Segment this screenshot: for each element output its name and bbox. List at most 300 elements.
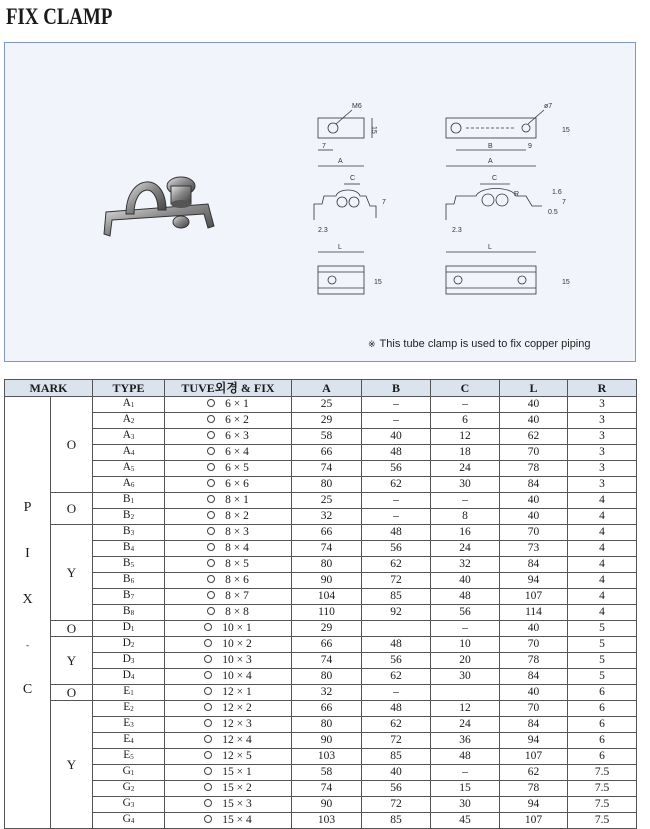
cell-r: 6	[568, 749, 637, 765]
cell-r: 5	[568, 653, 637, 669]
type-letter: B	[122, 493, 131, 505]
cell-tuve	[165, 413, 292, 429]
type-subscript: 4	[130, 817, 135, 825]
cell-l: 40	[500, 493, 568, 509]
cell-a: 74	[292, 781, 362, 797]
type-letter: A	[122, 445, 131, 457]
cell-r: 3	[568, 461, 637, 477]
cell-r: 4	[568, 557, 637, 573]
cell-b: 72	[362, 797, 431, 813]
cell-type	[93, 445, 165, 461]
table-row	[5, 397, 637, 413]
table-row	[5, 717, 637, 733]
group-label: O	[51, 621, 93, 637]
circle-icon	[207, 431, 215, 439]
mark-letter: P	[23, 500, 32, 515]
svg-text:15: 15	[562, 127, 570, 134]
svg-text:2.3: 2.3	[452, 227, 462, 234]
cell-a: 80	[292, 477, 362, 493]
type-letter: D	[122, 621, 131, 633]
type-letter: E	[123, 701, 131, 713]
type-subscript: 1	[130, 625, 135, 633]
cell-b: 62	[362, 477, 431, 493]
table-row	[5, 637, 637, 653]
tuve-value: 8 × 3	[225, 526, 249, 538]
cell-c: 18	[431, 445, 500, 461]
svg-text:7: 7	[382, 199, 386, 206]
cell-b: –	[362, 509, 431, 525]
cell-l: 62	[500, 765, 568, 781]
cell-b: 48	[362, 445, 431, 461]
cell-type	[93, 557, 165, 573]
cell-c: 56	[431, 605, 500, 621]
cell-r: 4	[568, 509, 637, 525]
table-header-row	[5, 380, 637, 397]
cell-type	[93, 637, 165, 653]
type-letter: G	[122, 813, 131, 825]
cell-r: 5	[568, 637, 637, 653]
cell-b: –	[362, 413, 431, 429]
cell-a: 80	[292, 669, 362, 685]
type-letter: E	[123, 733, 131, 745]
cell-a: 25	[292, 493, 362, 509]
type-letter: B	[122, 605, 131, 617]
bottom-view-left	[318, 244, 382, 294]
cell-l: 84	[500, 717, 568, 733]
cell-a: 90	[292, 733, 362, 749]
group-label: O	[51, 397, 93, 493]
table-row	[5, 813, 637, 829]
table-row	[5, 765, 637, 781]
cell-r: 4	[568, 493, 637, 509]
cell-tuve	[165, 509, 292, 525]
cell-l: 78	[500, 461, 568, 477]
cell-b: 48	[362, 701, 431, 717]
cell-l: 114	[500, 605, 568, 621]
cell-a: 66	[292, 445, 362, 461]
svg-text:L: L	[338, 244, 342, 251]
tuve-value: 8 × 7	[225, 590, 249, 602]
type-subscript: 7	[130, 593, 135, 601]
table-row	[5, 749, 637, 765]
circle-icon	[207, 591, 215, 599]
cell-tuve	[165, 461, 292, 477]
type-letter: G	[122, 781, 131, 793]
circle-icon	[204, 671, 212, 679]
table-row	[5, 621, 637, 637]
type-subscript: 8	[130, 609, 135, 617]
svg-text:C: C	[350, 175, 356, 182]
cell-b: 85	[362, 749, 431, 765]
circle-icon	[207, 607, 215, 615]
cell-c: 20	[431, 653, 500, 669]
tuve-value: 12 × 5	[222, 750, 252, 762]
cell-c: 10	[431, 637, 500, 653]
tuve-value: 15 × 2	[222, 782, 252, 794]
tuve-value: 6 × 1	[225, 398, 249, 410]
cell-c: 45	[431, 813, 500, 829]
circle-icon	[207, 511, 215, 519]
cell-c: 48	[431, 589, 500, 605]
svg-text:A: A	[338, 158, 343, 165]
tuve-value: 10 × 3	[222, 654, 252, 666]
table-row	[5, 589, 637, 605]
cell-l: 73	[500, 541, 568, 557]
cell-type	[93, 669, 165, 685]
cell-r: 6	[568, 733, 637, 749]
svg-text:9: 9	[528, 143, 532, 150]
circle-icon	[204, 751, 212, 759]
type-subscript: 4	[130, 737, 134, 745]
type-subscript: 4	[130, 545, 135, 553]
usage-note	[368, 338, 591, 350]
table-row	[5, 797, 637, 813]
clamp-photo	[96, 134, 226, 244]
cell-tuve	[165, 605, 292, 621]
spec-table	[4, 379, 637, 829]
cell-a: 104	[292, 589, 362, 605]
cell-a: 29	[292, 413, 362, 429]
cell-r: 6	[568, 685, 637, 701]
circle-icon	[204, 783, 212, 791]
cell-r: 4	[568, 589, 637, 605]
table-row	[5, 573, 637, 589]
table-row	[5, 685, 637, 701]
tuve-value: 6 × 5	[225, 462, 249, 474]
type-subscript: 1	[130, 769, 135, 777]
circle-icon	[207, 543, 215, 551]
cell-type	[93, 509, 165, 525]
cell-b: 40	[362, 429, 431, 445]
cell-type	[93, 765, 165, 781]
cell-a: 90	[292, 797, 362, 813]
cell-tuve	[165, 573, 292, 589]
cell-r: 6	[568, 717, 637, 733]
svg-text:15: 15	[370, 126, 377, 134]
cell-tuve	[165, 429, 292, 445]
header-r: R	[568, 380, 637, 397]
type-letter: D	[122, 637, 131, 649]
page-title: FIX CLAMP	[6, 4, 113, 29]
svg-text:0.5: 0.5	[548, 209, 558, 216]
cell-tuve	[165, 637, 292, 653]
svg-text:15: 15	[562, 279, 570, 286]
cell-c: 48	[431, 749, 500, 765]
cell-type	[93, 653, 165, 669]
cell-a: 80	[292, 557, 362, 573]
cell-b	[362, 621, 431, 637]
cell-l: 107	[500, 749, 568, 765]
cell-r: 4	[568, 573, 637, 589]
cell-a: 90	[292, 573, 362, 589]
table-row	[5, 781, 637, 797]
type-letter: B	[122, 541, 131, 553]
cell-c: 12	[431, 429, 500, 445]
mark-letter: I	[25, 546, 30, 561]
header-b: B	[362, 380, 431, 397]
cell-r: 6	[568, 701, 637, 717]
cell-c: –	[431, 493, 500, 509]
cell-type	[93, 813, 165, 829]
cell-r: 3	[568, 397, 637, 413]
cell-a: 25	[292, 397, 362, 413]
cell-type	[93, 493, 165, 509]
cell-l: 40	[500, 397, 568, 413]
circle-icon	[207, 479, 215, 487]
tuve-value: 12 × 1	[222, 686, 252, 698]
cell-l: 84	[500, 669, 568, 685]
tuve-value: 12 × 3	[222, 718, 252, 730]
cell-type	[93, 413, 165, 429]
circle-icon	[204, 639, 212, 647]
table-row	[5, 701, 637, 717]
cell-a: 103	[292, 813, 362, 829]
cell-b: –	[362, 685, 431, 701]
svg-text:ø7: ø7	[544, 103, 553, 110]
cell-type	[93, 429, 165, 445]
tuve-value: 6 × 3	[225, 430, 249, 442]
cell-l: 94	[500, 573, 568, 589]
cell-a: 74	[292, 461, 362, 477]
cell-r: 3	[568, 429, 637, 445]
cell-a: 66	[292, 637, 362, 653]
type-letter: B	[122, 525, 131, 537]
cell-tuve	[165, 765, 292, 781]
tuve-value: 8 × 4	[225, 542, 249, 554]
tuve-value: 15 × 4	[222, 814, 252, 826]
circle-icon	[204, 703, 212, 711]
cell-c: 30	[431, 797, 500, 813]
cell-r: 5	[568, 621, 637, 637]
cell-a: 58	[292, 765, 362, 781]
cell-tuve	[165, 749, 292, 765]
cell-tuve	[165, 493, 292, 509]
cell-r: 4	[568, 525, 637, 541]
circle-icon	[204, 655, 212, 663]
cell-b: 72	[362, 733, 431, 749]
circle-icon	[207, 575, 215, 583]
cell-a: 80	[292, 717, 362, 733]
cell-type	[93, 541, 165, 557]
type-letter: A	[122, 477, 131, 489]
cell-type	[93, 477, 165, 493]
svg-text:L: L	[488, 244, 492, 251]
cell-tuve	[165, 589, 292, 605]
tuve-value: 12 × 4	[222, 734, 252, 746]
tuve-value: 6 × 6	[225, 478, 249, 490]
header-a: A	[292, 380, 362, 397]
table-row	[5, 413, 637, 429]
cell-r: 3	[568, 477, 637, 493]
tuve-value: 10 × 1	[222, 622, 252, 634]
cell-c: 30	[431, 477, 500, 493]
cell-tuve	[165, 477, 292, 493]
cell-b: –	[362, 397, 431, 413]
table-row	[5, 461, 637, 477]
cell-b: 85	[362, 589, 431, 605]
cell-tuve	[165, 541, 292, 557]
circle-icon	[204, 623, 212, 631]
table-row	[5, 445, 637, 461]
side-view-left	[314, 175, 386, 234]
type-subscript: 3	[130, 529, 135, 537]
cell-tuve	[165, 525, 292, 541]
cell-l: 70	[500, 445, 568, 461]
cell-l: 70	[500, 525, 568, 541]
cell-a: 32	[292, 685, 362, 701]
svg-text:2.3: 2.3	[318, 227, 328, 234]
cell-c	[431, 685, 500, 701]
tuve-value: 8 × 2	[225, 510, 249, 522]
cell-c: 24	[431, 461, 500, 477]
plan-view-left	[318, 103, 377, 166]
cell-type	[93, 525, 165, 541]
cell-tuve	[165, 813, 292, 829]
svg-text:A: A	[488, 158, 493, 165]
header-tuve: TUVE외경 & FIX	[165, 380, 292, 397]
cell-r: 7.5	[568, 797, 637, 813]
cell-r: 3	[568, 445, 637, 461]
cell-b: 56	[362, 781, 431, 797]
type-letter: E	[123, 685, 131, 697]
cell-r: 5	[568, 669, 637, 685]
type-letter: G	[122, 765, 131, 777]
cell-l: 40	[500, 685, 568, 701]
tuve-value: 10 × 2	[222, 638, 252, 650]
cell-l: 40	[500, 509, 568, 525]
cell-l: 107	[500, 589, 568, 605]
table-row	[5, 493, 637, 509]
cell-tuve	[165, 781, 292, 797]
type-letter: B	[122, 573, 131, 585]
tuve-value: 6 × 2	[225, 414, 249, 426]
type-subscript: 3	[130, 801, 135, 809]
type-letter: D	[122, 653, 131, 665]
cell-type	[93, 573, 165, 589]
type-letter: A	[122, 397, 131, 409]
cell-c: 24	[431, 541, 500, 557]
type-letter: A	[122, 429, 131, 441]
cell-type	[93, 461, 165, 477]
cell-type	[93, 701, 165, 717]
tuve-value: 8 × 5	[225, 558, 249, 570]
cell-b: 56	[362, 461, 431, 477]
cell-a: 58	[292, 429, 362, 445]
circle-icon	[204, 719, 212, 727]
cell-b: –	[362, 493, 431, 509]
cell-c: –	[431, 621, 500, 637]
cell-type	[93, 397, 165, 413]
technical-drawings	[300, 96, 620, 311]
type-subscript: 2	[130, 417, 135, 425]
circle-icon	[204, 687, 212, 695]
circle-icon	[207, 559, 215, 567]
cell-b: 92	[362, 605, 431, 621]
cell-l: 84	[500, 477, 568, 493]
cell-l: 70	[500, 701, 568, 717]
cell-tuve	[165, 397, 292, 413]
cell-c: –	[431, 397, 500, 413]
circle-icon	[204, 799, 212, 807]
type-letter: G	[122, 797, 131, 809]
cell-type	[93, 685, 165, 701]
cell-tuve	[165, 445, 292, 461]
tuve-value: 6 × 4	[225, 446, 249, 458]
cell-r: 7.5	[568, 813, 637, 829]
table-row	[5, 653, 637, 669]
cell-tuve	[165, 653, 292, 669]
mark-letter: X	[22, 592, 33, 607]
side-view-right	[446, 175, 566, 234]
type-letter: E	[123, 749, 131, 761]
cell-l: 78	[500, 653, 568, 669]
cell-tuve	[165, 717, 292, 733]
svg-text:7: 7	[562, 199, 566, 206]
svg-text:1.6: 1.6	[552, 189, 562, 196]
header-type: TYPE	[93, 380, 165, 397]
cell-tuve	[165, 701, 292, 717]
type-subscript: 2	[130, 513, 135, 521]
tuve-value: 8 × 1	[225, 494, 249, 506]
cell-l: 94	[500, 733, 568, 749]
group-label: O	[51, 493, 93, 525]
cell-a: 66	[292, 701, 362, 717]
cell-type	[93, 781, 165, 797]
mark-letter: -	[26, 640, 29, 650]
cell-a: 29	[292, 621, 362, 637]
cell-a: 74	[292, 653, 362, 669]
cell-c: 36	[431, 733, 500, 749]
cell-l: 107	[500, 813, 568, 829]
type-subscript: 3	[130, 721, 134, 729]
type-subscript: 5	[130, 561, 135, 569]
svg-text:C: C	[492, 175, 498, 182]
tuve-value: 10 × 4	[222, 670, 252, 682]
type-subscript: 1	[130, 401, 135, 409]
type-letter: D	[122, 669, 131, 681]
circle-icon	[207, 495, 215, 503]
cell-c: 8	[431, 509, 500, 525]
type-subscript: 6	[130, 481, 135, 489]
cell-a: 103	[292, 749, 362, 765]
cell-r: 4	[568, 605, 637, 621]
group-label: Y	[51, 525, 93, 621]
cell-r: 7.5	[568, 765, 637, 781]
header-c: C	[431, 380, 500, 397]
type-subscript: 6	[130, 577, 135, 585]
svg-text:R: R	[514, 191, 520, 198]
type-letter: B	[122, 557, 131, 569]
cell-l: 84	[500, 557, 568, 573]
cell-type	[93, 621, 165, 637]
cell-l: 40	[500, 413, 568, 429]
type-letter: B	[122, 509, 131, 521]
mark-column	[5, 397, 51, 829]
circle-icon	[207, 463, 215, 471]
cell-c: 12	[431, 701, 500, 717]
type-subscript: 4	[130, 449, 135, 457]
type-subscript: 1	[130, 689, 134, 697]
cell-type	[93, 749, 165, 765]
table-row	[5, 525, 637, 541]
group-label: O	[51, 685, 93, 701]
cell-b: 72	[362, 573, 431, 589]
circle-icon	[207, 447, 215, 455]
cell-r: 7.5	[568, 781, 637, 797]
cell-c: 24	[431, 717, 500, 733]
cell-tuve	[165, 797, 292, 813]
table-row	[5, 605, 637, 621]
